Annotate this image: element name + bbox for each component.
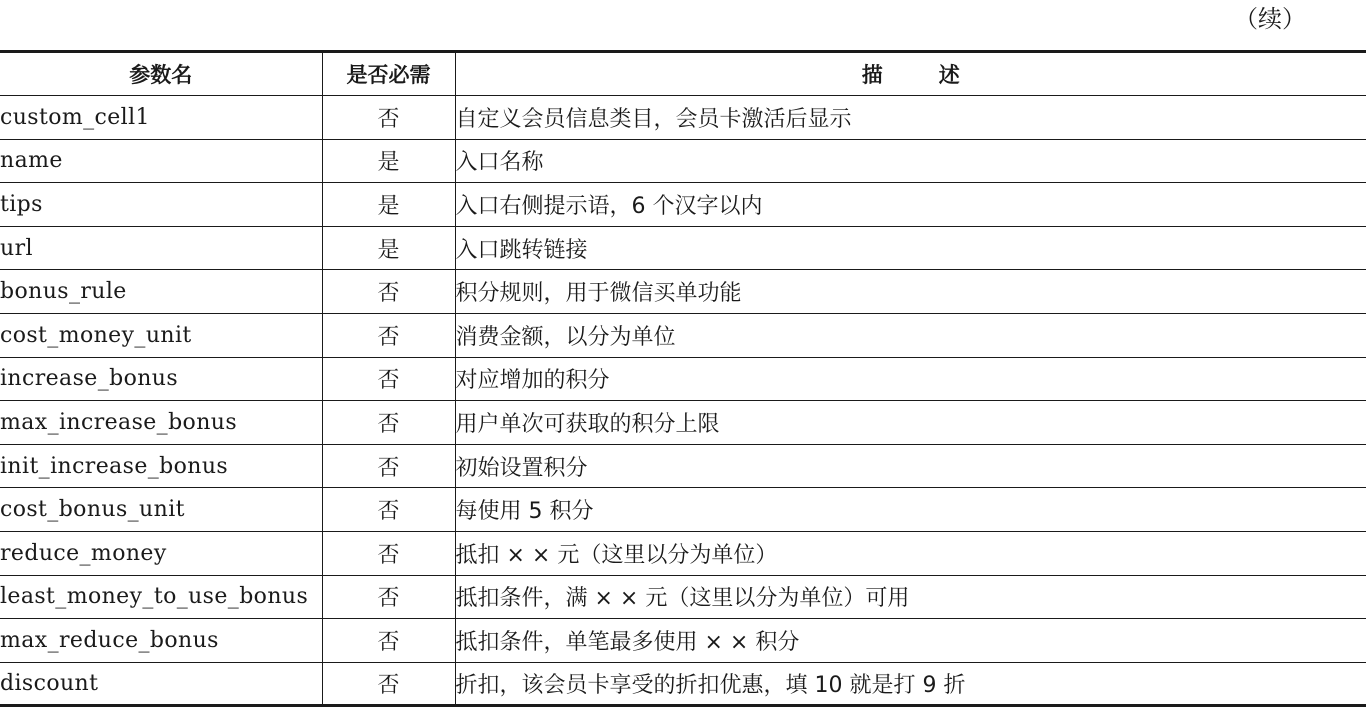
table-row: [0, 139, 1366, 183]
table-row: [0, 619, 1366, 663]
required-cell: 否: [322, 270, 455, 314]
param-name-cell: name: [0, 139, 322, 183]
table-row: [0, 531, 1366, 575]
required-cell: 否: [322, 619, 455, 663]
table-row: [0, 313, 1366, 357]
table-row: [0, 488, 1366, 532]
description-cell: 入口名称: [455, 139, 1366, 183]
table-row: [0, 357, 1366, 401]
parameter-table: [0, 50, 1366, 707]
table-row: [0, 270, 1366, 314]
description-cell: 自定义会员信息类目，会员卡激活后显示: [455, 96, 1366, 140]
header-param-name: 参数名: [0, 52, 322, 96]
param-name-cell: cost_money_unit: [0, 313, 322, 357]
description-cell: 折扣，该会员卡享受的折扣优惠，填 10 就是打 9 折: [455, 662, 1366, 706]
required-cell: 是: [322, 139, 455, 183]
param-name-cell: bonus_rule: [0, 270, 322, 314]
param-name-cell: cost_bonus_unit: [0, 488, 322, 532]
description-cell: 抵扣条件，单笔最多使用 × × 积分: [455, 619, 1366, 663]
header-description-label: 描述: [861, 63, 1016, 87]
continuation-label: （续）: [1234, 5, 1306, 33]
table-row: [0, 575, 1366, 619]
description-cell: 抵扣条件，满 × × 元（这里以分为单位）可用: [455, 575, 1366, 619]
required-cell: 否: [322, 96, 455, 140]
param-name-cell: tips: [0, 183, 322, 227]
required-cell: 否: [322, 313, 455, 357]
required-cell: 否: [322, 488, 455, 532]
required-cell: 否: [322, 401, 455, 445]
param-name-cell: max_reduce_bonus: [0, 619, 322, 663]
param-name-cell: init_increase_bonus: [0, 444, 322, 488]
param-name-cell: discount: [0, 662, 322, 706]
table-body: [0, 96, 1366, 706]
param-name-cell: url: [0, 226, 322, 270]
param-name-cell: increase_bonus: [0, 357, 322, 401]
table-row: [0, 226, 1366, 270]
description-cell: 入口跳转链接: [455, 226, 1366, 270]
description-cell: 入口右侧提示语，6 个汉字以内: [455, 183, 1366, 227]
required-cell: 否: [322, 662, 455, 706]
required-cell: 否: [322, 531, 455, 575]
param-name-cell: custom_cell1: [0, 96, 322, 140]
table-header-row: [0, 52, 1366, 96]
description-cell: 抵扣 × × 元（这里以分为单位）: [455, 531, 1366, 575]
required-cell: 否: [322, 444, 455, 488]
required-cell: 否: [322, 357, 455, 401]
param-name-cell: least_money_to_use_bonus: [0, 575, 322, 619]
description-cell: 对应增加的积分: [455, 357, 1366, 401]
table-row: [0, 183, 1366, 227]
table-row: [0, 662, 1366, 706]
param-name-cell: reduce_money: [0, 531, 322, 575]
required-cell: 否: [322, 575, 455, 619]
required-cell: 是: [322, 226, 455, 270]
table-row: [0, 401, 1366, 445]
table-row: [0, 444, 1366, 488]
description-cell: 用户单次可获取的积分上限: [455, 401, 1366, 445]
param-name-cell: max_increase_bonus: [0, 401, 322, 445]
table-row: [0, 96, 1366, 140]
description-cell: 每使用 5 积分: [455, 488, 1366, 532]
description-cell: 积分规则，用于微信买单功能: [455, 270, 1366, 314]
header-description: [455, 52, 1366, 96]
required-cell: 是: [322, 183, 455, 227]
header-required: 是否必需: [322, 52, 455, 96]
description-cell: 初始设置积分: [455, 444, 1366, 488]
description-cell: 消费金额，以分为单位: [455, 313, 1366, 357]
